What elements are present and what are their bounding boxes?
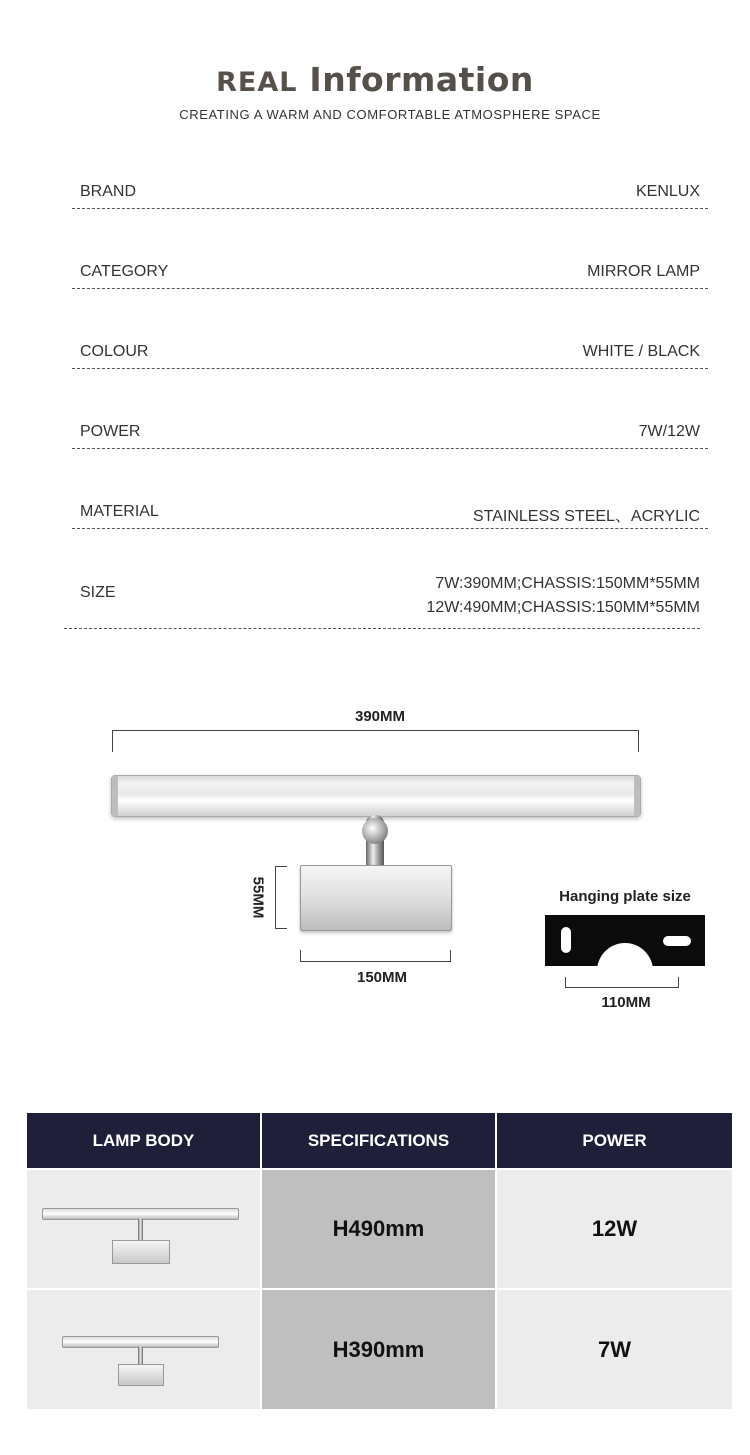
table-header-specifications: SPECIFICATIONS bbox=[262, 1113, 495, 1168]
table-cell-spec: H490mm bbox=[262, 1170, 495, 1288]
lamp-end-cap bbox=[112, 776, 118, 816]
spec-value: MIRROR LAMP bbox=[587, 263, 700, 280]
page-subtitle: CREATING A WARM AND COMFORTABLE ATMOSPHERE SPACE bbox=[179, 107, 601, 122]
lamp-length-line bbox=[112, 730, 639, 731]
spec-row-colour bbox=[72, 343, 708, 369]
spec-row-category bbox=[72, 263, 708, 289]
plate-notch bbox=[597, 943, 653, 999]
table-cell-lamp-image bbox=[27, 1170, 260, 1288]
lamp-bar bbox=[111, 775, 641, 817]
spec-row-size bbox=[64, 572, 700, 629]
spec-label: COLOUR bbox=[80, 343, 149, 360]
spec-label: MATERIAL bbox=[80, 503, 159, 520]
spec-label: BRAND bbox=[80, 183, 137, 200]
spec-label: CATEGORY bbox=[80, 263, 169, 280]
spec-row-brand bbox=[72, 183, 708, 209]
spec-value-line-1: 7W:390MM;CHASSIS:150MM*55MM bbox=[435, 575, 700, 592]
base-width-tick-left bbox=[300, 950, 301, 962]
plate-slot-horizontal bbox=[663, 936, 691, 946]
table-cell-power: 7W bbox=[497, 1290, 732, 1409]
lamp-base bbox=[300, 865, 452, 931]
title-real: REAL bbox=[216, 67, 298, 98]
spec-value: WHITE / BLACK bbox=[582, 343, 700, 360]
spec-value: KENLUX bbox=[635, 183, 700, 200]
table-header-lamp-body: LAMP BODY bbox=[27, 1113, 260, 1168]
plate-width-label: 110MM bbox=[601, 994, 651, 1011]
table-cell-lamp-image bbox=[27, 1290, 260, 1409]
hanging-plate-title: Hanging plate size bbox=[559, 888, 691, 905]
spec-row-material bbox=[72, 503, 708, 529]
base-height-label: 55MM bbox=[249, 876, 267, 919]
plate-width-tick-left bbox=[565, 977, 566, 988]
lamp-length-tick-left bbox=[112, 730, 113, 752]
lamp-thumbnail-base bbox=[118, 1364, 164, 1386]
table-header-power: POWER bbox=[497, 1113, 732, 1168]
spec-value: 7W/12W bbox=[638, 423, 700, 440]
spec-row-power bbox=[72, 423, 708, 449]
plate-width-line bbox=[565, 987, 679, 988]
spec-value: STAINLESS STEEL、ACRYLIC bbox=[472, 508, 700, 525]
spec-label: SIZE bbox=[80, 584, 116, 601]
lamp-joint bbox=[362, 818, 388, 844]
base-width-line bbox=[300, 961, 451, 962]
lamp-length-tick-right bbox=[638, 730, 639, 752]
spec-label: POWER bbox=[80, 423, 141, 440]
hanging-plate bbox=[545, 915, 705, 966]
title-information: Information bbox=[309, 60, 534, 99]
spec-value bbox=[426, 572, 700, 620]
base-height-line bbox=[275, 866, 276, 928]
plate-width-tick-right bbox=[678, 977, 679, 988]
base-height-tick-bottom bbox=[275, 928, 287, 929]
lamp-end-cap bbox=[634, 776, 640, 816]
lamp-length-label: 390MM bbox=[354, 708, 406, 725]
base-width-tick-right bbox=[450, 950, 451, 962]
spec-value-line-2: 12W:490MM;CHASSIS:150MM*55MM bbox=[426, 599, 700, 616]
lamp-thumbnail-base bbox=[112, 1240, 170, 1264]
base-height-tick-top bbox=[275, 866, 287, 867]
page-title bbox=[0, 60, 750, 99]
table-cell-power: 12W bbox=[497, 1170, 732, 1288]
plate-slot-vertical bbox=[561, 927, 571, 953]
base-width-label: 150MM bbox=[356, 969, 408, 986]
table-cell-spec: H390mm bbox=[262, 1290, 495, 1409]
